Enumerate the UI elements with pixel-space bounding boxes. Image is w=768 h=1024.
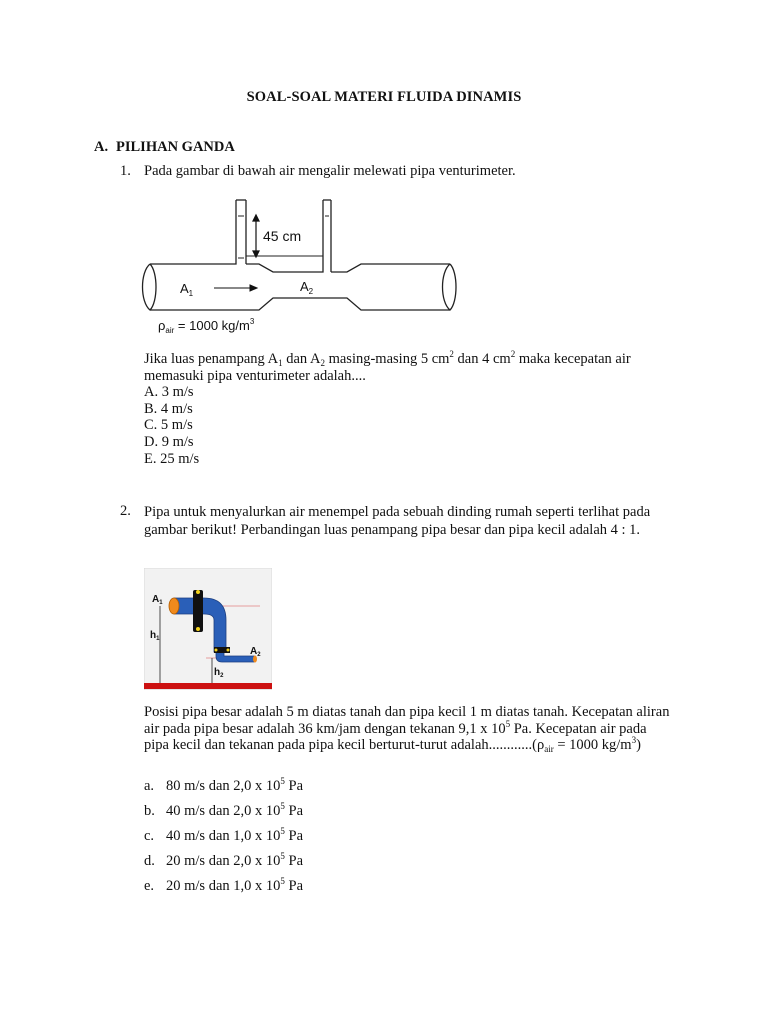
q1-option-b: B. 4 m/s [144, 400, 193, 417]
large-pipe-opening [169, 598, 179, 614]
pipe-right-end [443, 264, 457, 310]
question-2-number: 2. [120, 503, 131, 519]
wall-pipe-figure [144, 568, 272, 690]
q2-option-c: c. 40 m/s dan 1,0 x $10^5$ Pa [144, 826, 304, 844]
venturimeter-figure [140, 192, 460, 340]
section-heading [94, 139, 235, 156]
question-1-number: 1. [120, 163, 131, 179]
question-1-text-line2: memasuki pipa venturimeter adalah.... [144, 367, 366, 384]
a2-label: $A_2$ [300, 279, 314, 296]
upper-clamp [193, 590, 203, 632]
q2-option-a: a. 80 m/s dan 2,0 x $10^5$ Pa [144, 776, 304, 794]
document-title: SOAL-SOAL MATERI FLUIDA DINAMIS [246, 89, 522, 105]
question-2-body: Posisi pipa besar adalah 5 m diatas tanah dan pipa kecil 1 m diatas tanah. Kecepatan aliran air pada pipa besar adalah 36 km/jam dengan tekanan 9,1 x $10^5$ Pa. Kecepatan air pada pipa kecil dan tekanan pada pipa kecil berturut-turut $adalah............(\rho_{air} = 1000$ $kg/m^3$) [144, 704, 670, 755]
question-1-body [144, 351, 704, 467]
q2-option-d: d. 20 m/s dan 2,0 x $10^5$ Pa [144, 851, 304, 869]
question-1-intro: Pada gambar di bawah air mengalir melewati pipa venturimeter. [144, 163, 516, 179]
height-label: 45 cm [263, 228, 302, 244]
flow-arrow [214, 285, 257, 291]
left-manometer-tube [150, 200, 246, 264]
q1-option-e: E. 25 m/s [144, 450, 200, 467]
q1-option-a: A. 3 m/s [144, 384, 194, 401]
q2-option-e: e. 20 m/s dan 1,0 x $10^5$ Pa [144, 876, 304, 894]
pipe-left-end [143, 264, 157, 310]
a1-label: $A_1$ [180, 281, 194, 298]
q2-option-b: b. 40 m/s dan 2,0 x $10^5$ Pa [144, 801, 304, 819]
density-label: $\rho_{air} = 1000$ $kg/m^3$ [158, 317, 255, 335]
question-2-intro: Pipa untuk menyalurkan air menempel pada sebuah dinding rumah seperti terlihat pada gambar berikut! Perbandingan luas penampang pipa besar dan pipa kecil adalah 4 : 1. [144, 504, 651, 538]
fig2-h1-label: $h_1$ [150, 630, 160, 642]
pipe-bottom [150, 298, 450, 310]
fig2-a2-label: $A_2$ [250, 646, 261, 658]
pipe-top-right [331, 264, 450, 272]
height-arrow [253, 215, 259, 257]
figure-background [144, 568, 272, 690]
ground-line [144, 683, 272, 689]
fig2-h2-label: $h_2$ [214, 667, 224, 679]
q1-option-d: D. 9 m/s [144, 433, 194, 450]
section-letter: A. [94, 139, 109, 155]
section-label: PILIHAN GANDA [116, 139, 235, 155]
q1-option-c: C. 5 m/s [144, 417, 193, 434]
fig2-a1-label: $A_1$ [152, 594, 163, 606]
question-1-text-line1: Jika luas penampang $A_1$ dan $A_2$ masing-masing 5 $cm^2$ dan 4 $cm^2$ maka kecepatan air [144, 349, 631, 368]
